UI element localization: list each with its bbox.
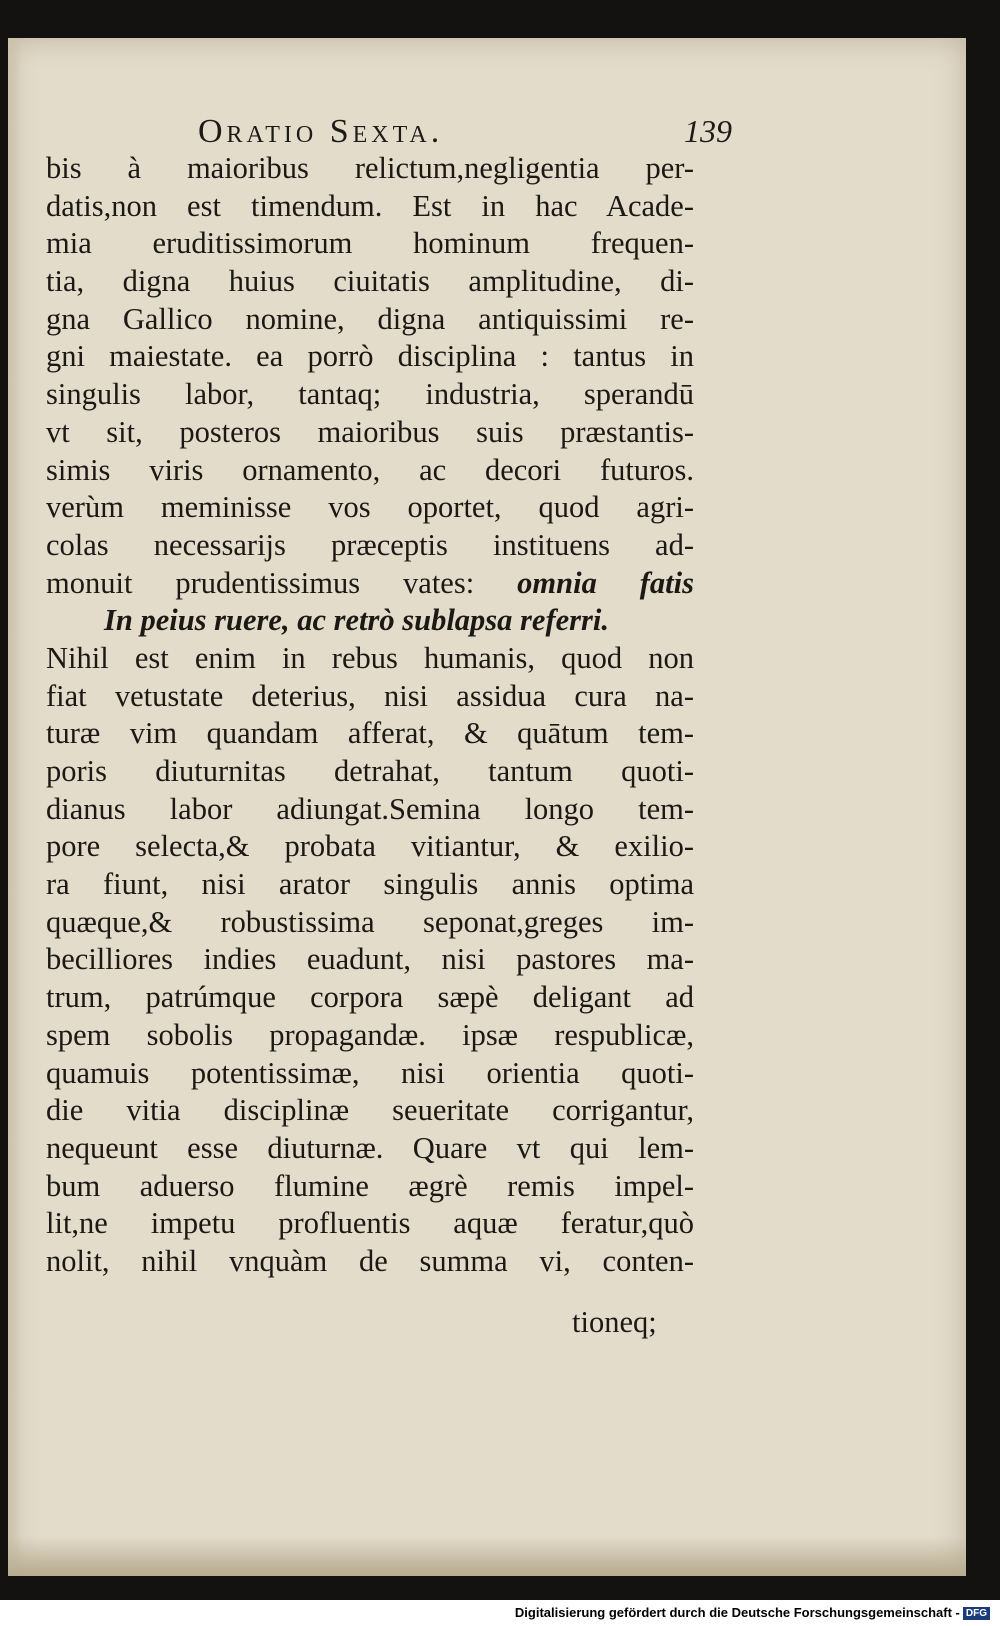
text-line: nequeunt esse diuturnæ. Quare vt qui lem- [46, 1130, 694, 1165]
text-line: die vitia disciplinæ seueritate corrigantur, [46, 1093, 694, 1128]
text-line: becilliores indies euadunt, nisi pastores ma- [46, 942, 694, 977]
verse-quote-line: In peius ruere, ac retrò sublapsa referri. [104, 603, 609, 638]
text-line: spem sobolis propagandæ. ipsæ respublicæ, [46, 1017, 694, 1052]
dfg-logo: DFG [963, 1607, 990, 1620]
text-line: Nihil est enim in rebus humanis, quod non [46, 640, 694, 675]
text-line: colas necessarijs præceptis instituens ad- [46, 527, 694, 562]
catchword: tioneq; [572, 1305, 657, 1339]
verse-quote-start: omnia fatis [517, 565, 695, 600]
text-line: gni maiestate. ea porrò disciplina : tantus in [46, 339, 694, 374]
text-line: lit,ne impetu profluentis aquæ feratur,quò [46, 1206, 694, 1241]
text-line: bum aduerso flumine ægrè remis impel- [46, 1168, 694, 1203]
text-line: quamuis potentissimæ, nisi orientia quoti- [46, 1055, 694, 1090]
text-line: simis viris ornamento, ac decori futuros. [46, 452, 694, 487]
text-line: turæ vim quandam afferat, & quātum tem- [46, 716, 694, 751]
text-line: mia eruditissimorum hominum frequen- [46, 226, 694, 261]
text-line: nolit, nihil vnquàm de summa vi, conten- [46, 1243, 694, 1278]
text-line: pore selecta,& probata vitiantur, & exilio- [46, 829, 694, 864]
text-fragment: monuit prudentissimus vates: [46, 565, 475, 600]
running-head: Oratio Sexta. [198, 113, 444, 150]
text-line: fiat vetustate deterius, nisi assidua cura na- [46, 678, 694, 713]
text-line: trum, patrúmque corpora sæpè deligant ad [46, 980, 694, 1015]
page-number: 139 [684, 113, 732, 149]
page-bottom-shadow [8, 1536, 966, 1576]
text-line: verùm meminisse vos oportet, quod agri- [46, 490, 694, 525]
text-line: ra fiunt, nisi arator singulis annis optima [46, 867, 694, 902]
text-line: singulis labor, tantaq; industria, sperandū [46, 377, 694, 412]
text-line: gna Gallico nomine, digna antiquissimi re- [46, 301, 694, 336]
page-edge-shadow [8, 38, 22, 1576]
digitization-credit [515, 1605, 990, 1620]
footer-text: Digitalisierung gefördert durch die Deutsche Forschungsgemeinschaft - [514, 1605, 960, 1620]
text-line-with-verse-start [46, 565, 694, 603]
text-line: datis,non est timendum. Est in hac Acade- [46, 188, 694, 223]
text-line: quæque,& robustissima seponat,greges im- [46, 904, 694, 939]
main-text [46, 150, 694, 1281]
text-line: poris diuturnitas detrahat, tantum quoti- [46, 754, 694, 788]
text-line: tia, digna huius ciuitatis amplitudine, di- [46, 264, 694, 299]
book-page [8, 38, 966, 1576]
text-line: bis à maioribus relictum,negligentia per- [46, 151, 694, 185]
text-line: dianus labor adiungat.Semina longo tem- [46, 791, 694, 826]
text-line: vt sit, posteros maioribus suis præstantis- [46, 414, 694, 449]
